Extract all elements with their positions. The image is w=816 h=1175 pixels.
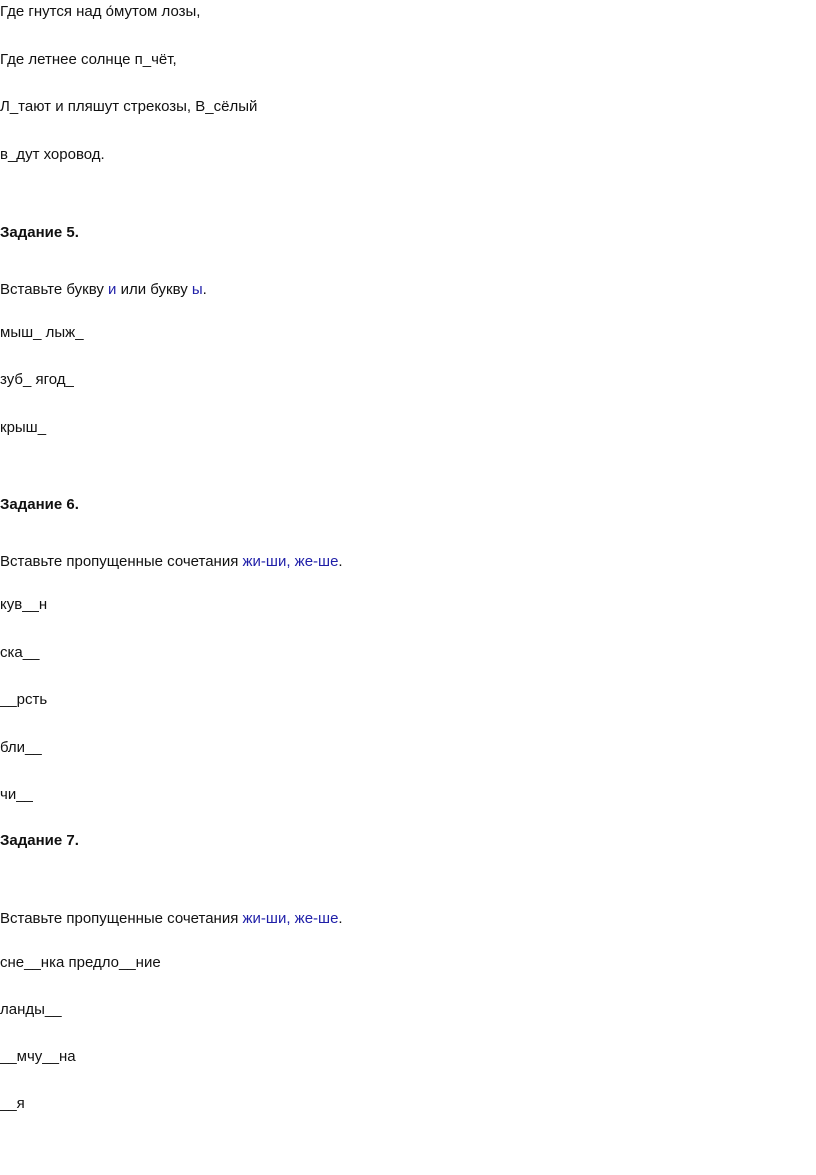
task5-instruction-mid: или букву (116, 281, 192, 298)
task7-instruction-end: . (338, 910, 343, 927)
poem-line-4: в_дут хоровод. (0, 146, 105, 163)
poem-line-3: Л_тают и пляшут стрекозы, В_сёлый (0, 98, 258, 115)
task5-instruction-pre: Вставьте букву (0, 281, 109, 298)
task5-item: мыш_ лыж_ (0, 324, 84, 341)
task6-item: __рсть (0, 691, 48, 708)
task6-title: Задание 6. (0, 496, 79, 513)
task6-instruction-end: . (338, 553, 343, 570)
poem-line-2: Где летнее солнце п_чёт, (0, 51, 177, 68)
task5-instruction (0, 280, 207, 300)
task7-item: ланды__ (0, 1001, 62, 1018)
task7-item: __я (0, 1095, 25, 1112)
task6-item: бли__ (0, 739, 42, 756)
task6-item: ска__ (0, 644, 40, 661)
task5-item: зуб_ ягод_ (0, 371, 74, 388)
task5-title: Задание 5. (0, 224, 79, 241)
task7-combos: жи-ши, же-ше (242, 910, 339, 927)
task6-item: чи__ (0, 786, 33, 803)
task6-combos: жи-ши, же-ше (242, 553, 339, 570)
poem-line-1: Где гнутся над о́мутом лозы, (0, 3, 201, 20)
task6-instruction (0, 552, 343, 572)
task5-item: крыш_ (0, 419, 47, 436)
task7-instruction-pre: Вставьте пропущенные сочетания (0, 910, 243, 927)
task7-item: __мчу__на (0, 1048, 76, 1065)
task5-letter-i: и (108, 281, 117, 298)
task6-instruction-pre: Вставьте пропущенные сочетания (0, 553, 243, 570)
task5-instruction-end: . (202, 281, 207, 298)
task7-item: сне__нка предло__ние (0, 954, 161, 971)
task6-item: кув__н (0, 596, 48, 613)
task5-letter-y: ы (191, 281, 203, 298)
task7-instruction (0, 909, 343, 929)
task7-title: Задание 7. (0, 832, 79, 849)
